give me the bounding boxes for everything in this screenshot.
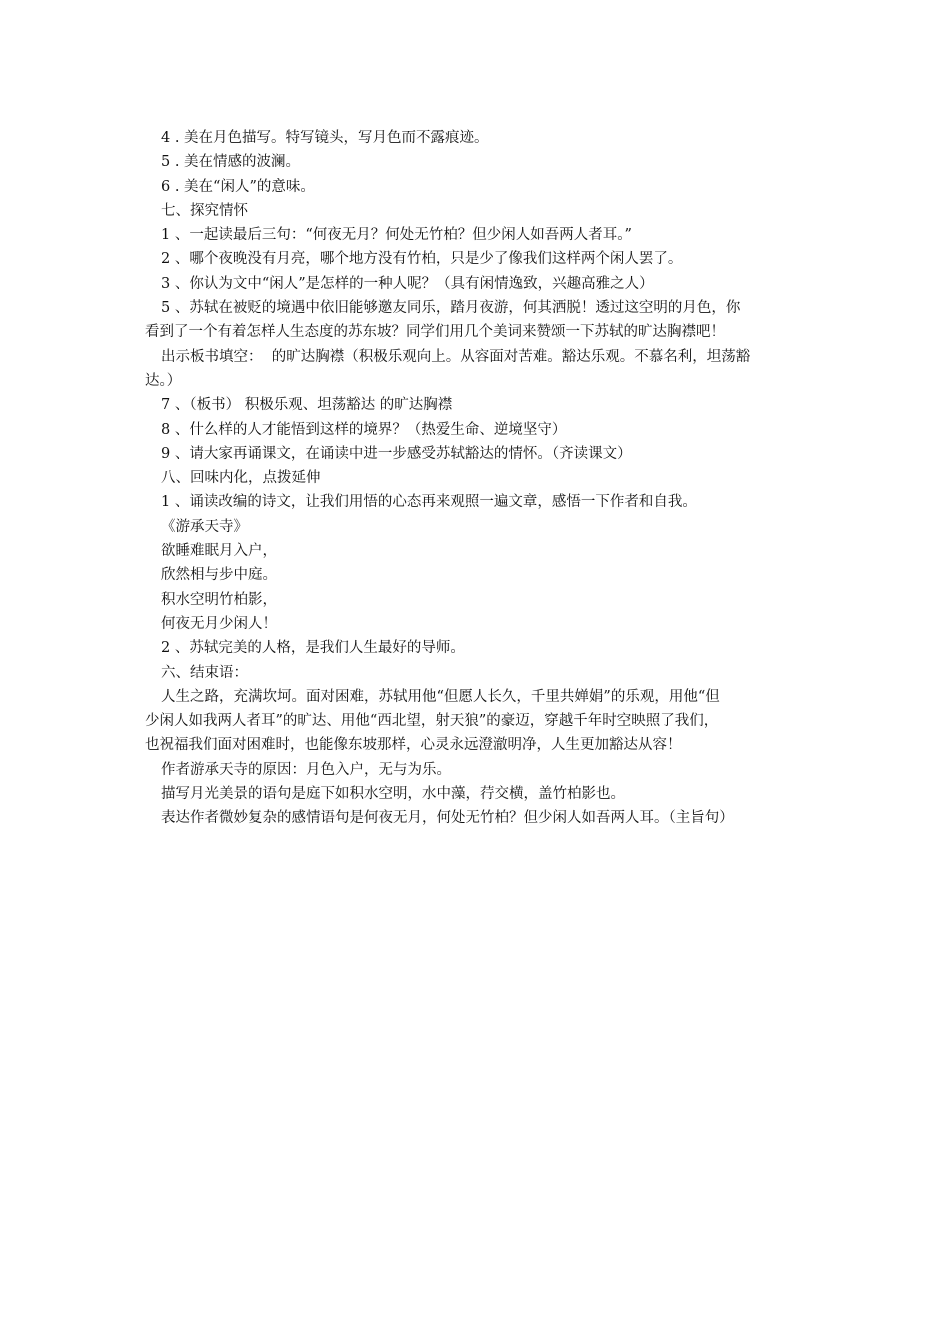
- poem-line: 欲睡难眠月入户，: [161, 543, 277, 560]
- text-line: 1 、诵读改编的诗文，让我们用悟的心态再来观照一遍文章，感悟一下作者和自我。: [161, 494, 697, 511]
- text-line: 达。）: [145, 372, 182, 389]
- text-line: 2 、哪个夜晚没有月亮，哪个地方没有竹柏，只是少了像我们这样两个闲人罢了。: [161, 251, 683, 268]
- text-line: 看到了一个有着怎样人生态度的苏东坡？同学们用几个美词来赞颂一下苏轼的旷达胸襟吧！: [145, 324, 725, 341]
- section-heading: 六、结束语：: [161, 664, 248, 681]
- text-line: 3 、你认为文中“闲人”是怎样的一种人呢？（具有闲情逸致，兴趣高雅之人）: [161, 275, 654, 292]
- text-line: 作者游承天寺的原因：月色入户，无与为乐。: [161, 761, 451, 778]
- poem-line: 何夜无月少闲人！: [161, 615, 277, 632]
- text-line: 少闲人如我两人者耳”的旷达、用他“西北望，射天狼”的豪迈，穿越千年时空映照了我们，: [145, 713, 719, 730]
- text-line: 描写月光美景的语句是庭下如积水空明，水中藻，荇交横，盖竹柏影也。: [161, 786, 625, 803]
- document-body: [145, 126, 813, 831]
- poem-title: 《游承天寺》: [161, 518, 248, 535]
- section-heading: 七、探究情怀: [161, 202, 248, 219]
- text-line: 出示板书填空： 的旷达胸襟（积极乐观向上。从容面对苦难。豁达乐观。不慕名利，坦荡豁: [161, 348, 751, 365]
- poem-line: 欣然相与步中庭。: [161, 567, 277, 584]
- text-line: 表达作者微妙复杂的感情语句是何夜无月，何处无竹柏？但少闲人如吾两人耳。（主旨句）: [161, 810, 734, 827]
- text-line: 1 、一起读最后三句：“何夜无月？何处无竹柏？但少闲人如吾两人者耳。”: [161, 227, 632, 244]
- text-line: 4 . 美在月色描写。特写镜头，写月色而不露痕迹。: [161, 130, 489, 146]
- text-line: 也祝福我们面对困难时，也能像东坡那样，心灵永远澄澈明净，人生更加豁达从容！: [145, 737, 682, 754]
- text-line: 5 . 美在情感的波澜。: [161, 154, 301, 171]
- text-line: 8 、什么样的人才能悟到这样的境界？（热爱生命、逆境坚守）: [161, 421, 567, 438]
- text-line: 人生之路，充满坎坷。面对困难，苏轼用他“但愿人长久，千里共婵娟”的乐观，用他“但: [161, 688, 720, 705]
- text-line: 6 . 美在“闲人”的意味。: [161, 178, 315, 195]
- text-line: 9 、请大家再诵课文，在诵读中进一步感受苏轼豁达的情怀。（齐读课文）: [161, 445, 632, 462]
- text-line: 2 、苏轼完美的人格，是我们人生最好的导师。: [161, 640, 465, 657]
- section-heading: 八、回味内化，点拨延伸: [161, 470, 321, 487]
- text-line: 5 、苏轼在被贬的境遇中依旧能够邀友同乐，踏月夜游，何其洒脱！透过这空明的月色，你: [161, 300, 741, 317]
- text-line: 7 、（板书） 积极乐观、坦荡豁达 的旷达胸襟: [161, 397, 453, 414]
- poem-line: 积水空明竹柏影，: [161, 591, 277, 608]
